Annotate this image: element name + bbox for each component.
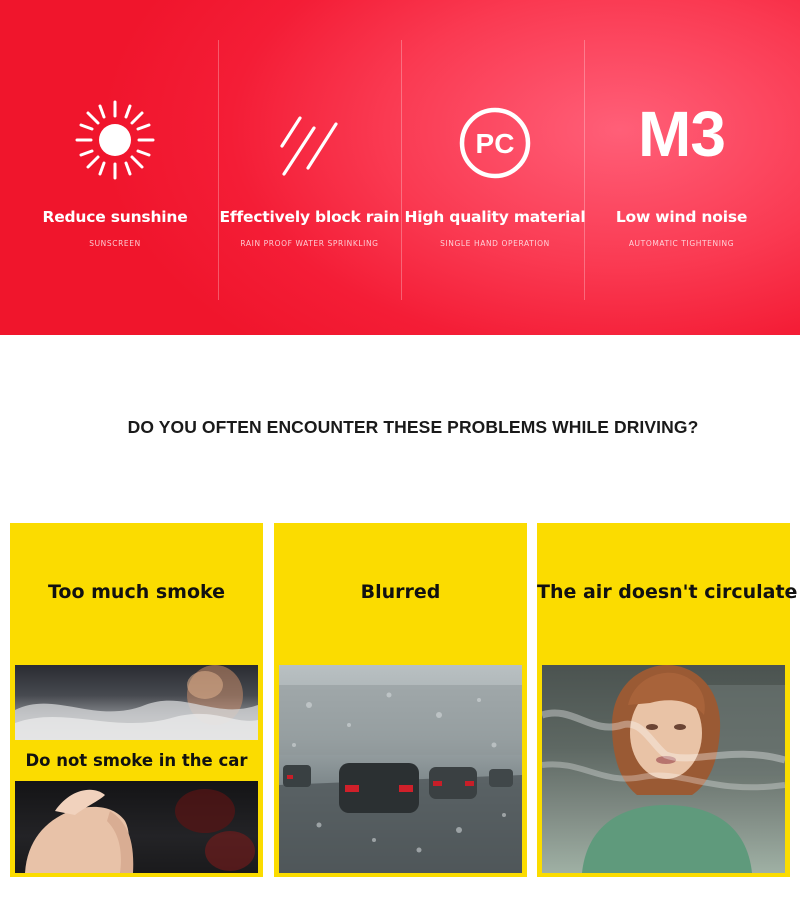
rain-icon (278, 112, 342, 180)
sun-icon (73, 98, 157, 186)
smoke-hand-photo (15, 781, 258, 873)
problem-card-smoke (10, 523, 263, 877)
problems-heading: DO YOU OFTEN ENCOUNTER THESE PROBLEMS WHILE DRIVING? (127, 417, 699, 437)
feature-banner (0, 0, 800, 335)
feature-title: Effectively block rain (219, 208, 400, 226)
no-smoke-banner: Do not smoke in the car (15, 740, 258, 781)
feature-quality-material (401, 0, 589, 335)
feature-title: High quality material (404, 208, 586, 226)
rainy-windshield-photo (279, 665, 522, 873)
smoke-photo (15, 665, 258, 740)
feature-block-rain (218, 0, 401, 335)
feature-subtitle: RAIN PROOF WATER SPRINKLING (240, 239, 379, 248)
problem-title: Too much smoke (47, 581, 226, 603)
feature-subtitle: AUTOMATIC TIGHTENING (628, 239, 735, 248)
feature-title: Low wind noise (615, 208, 748, 226)
problem-title: The air doesn't circulate (537, 581, 798, 603)
feature-subtitle: SINGLE HAND OPERATION (440, 239, 550, 248)
feature-title: Reduce sunshine (42, 208, 188, 226)
problem-card-blurred (274, 523, 527, 877)
problem-card-air (537, 523, 798, 877)
pc-icon (458, 106, 532, 184)
problem-title: Blurred (360, 581, 441, 603)
feature-subtitle: SUNSCREEN (89, 239, 141, 248)
stuffy-air-photo (542, 665, 785, 873)
feature-reduce-sunshine (20, 0, 210, 335)
feature-low-wind-noise (585, 0, 778, 335)
m3-logo: M3 (638, 98, 725, 170)
pc-icon-text: PC (475, 128, 515, 159)
